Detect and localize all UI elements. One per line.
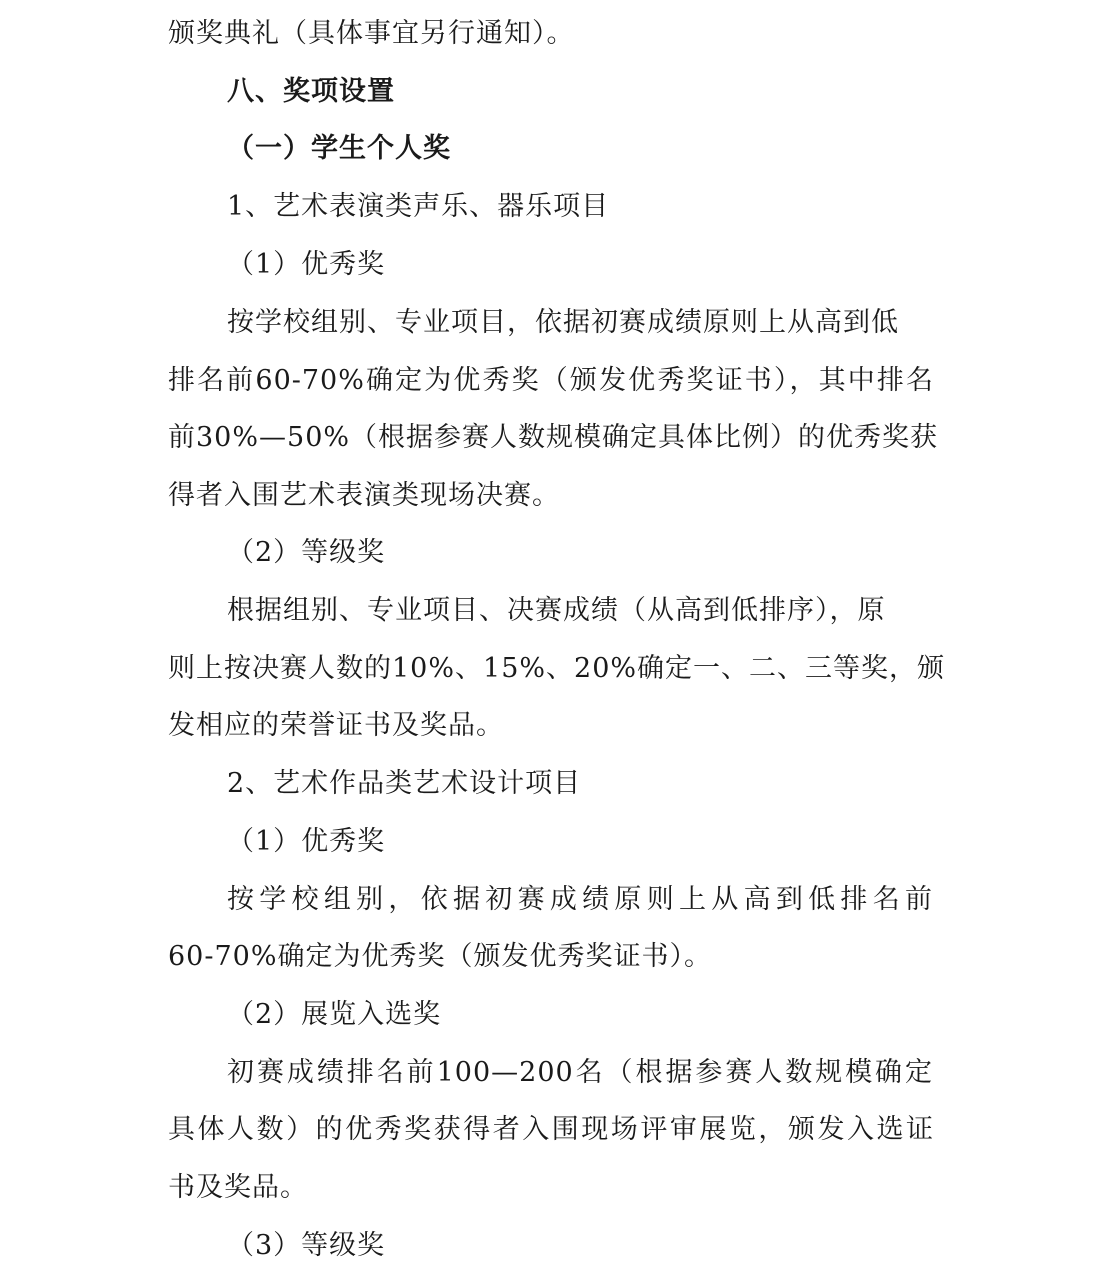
paragraph-line-ceremony: 颁奖典礼（具体事宜另行通知）。 [168,18,575,49]
paragraph-line: 初赛成绩排名前100—200名（根据参赛人数规模确定 [227,1057,933,1088]
item-heading-excellence-1: （1）优秀奖 [227,249,386,280]
item-heading-performance: 1、艺术表演类声乐、器乐项目 [227,191,610,222]
item-heading-grade-1: （2）等级奖 [227,537,386,568]
paragraph-line: 按学校组别、专业项目，依据初赛成绩原则上从高到低 [227,307,899,338]
paragraph-line: 则上按决赛人数的10%、15%、20%确定一、二、三等奖，颁 [168,653,946,684]
item-heading-exhibition: （2）展览入选奖 [227,999,442,1030]
paragraph-line: 发相应的荣誉证书及奖品。 [168,710,504,741]
subsection-heading-student-awards: （一）学生个人奖 [227,133,451,164]
paragraph-line: 按学校组别，依据初赛成绩原则上从高到低排名前 [227,884,933,915]
paragraph-line: 得者入围艺术表演类现场决赛。 [168,480,560,511]
item-heading-excellence-2: （1）优秀奖 [227,826,386,857]
paragraph-line: 具体人数）的优秀奖获得者入围现场评审展览，颁发入选证 [168,1114,934,1145]
paragraph-line: 前30%—50%（根据参赛人数规模确定具体比例）的优秀奖获 [168,422,939,453]
paragraph-line: 根据组别、专业项目、决赛成绩（从高到低排序），原 [227,595,886,626]
paragraph-line: 书及奖品。 [168,1172,308,1203]
item-heading-artwork: 2、艺术作品类艺术设计项目 [227,768,582,799]
item-heading-grade-2: （3）等级奖 [227,1230,386,1261]
paragraph-line: 60-70%确定为优秀奖（颁发优秀奖证书）。 [168,941,712,972]
section-heading-awards: 八、奖项设置 [227,76,395,107]
paragraph-line: 排名前60-70%确定为优秀奖（颁发优秀奖证书），其中排名 [168,365,934,396]
